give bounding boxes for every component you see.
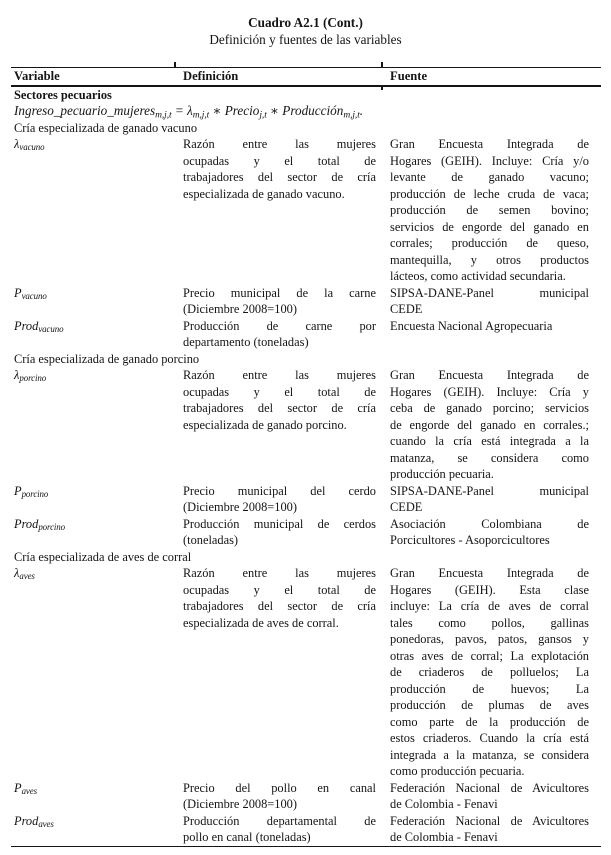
table-row [11,285,601,318]
definition-cell [174,565,381,780]
source-line: levante de ganado vacuno; [390,170,589,184]
definition-line: Precio del pollo en canal [183,780,376,795]
table-row [11,367,601,483]
definition-cell [174,813,381,847]
source-line: producción de huevos; La [390,681,589,696]
source-line: producción de plumas de aves [390,698,589,712]
source-line: estos criaderos. Cuando la cría está [390,731,589,745]
source-line: lácteos, como actividad secundaria. [390,269,566,283]
definition-line: especializada de ganado vacuno. [183,186,345,201]
definition-line: Razón entre las mujeres [183,137,376,151]
source-line: CEDE [390,302,423,316]
source-line: Asociación Colombiana de [390,516,589,531]
source-cell [381,318,601,351]
definition-line: Precio municipal del cerdo [183,483,376,498]
variable-name: $P_{porcino}$ [14,483,49,499]
source-cell [381,136,601,285]
definition-line: (Diciembre 2008=100) [183,797,297,811]
column-divider-tick [381,62,383,67]
definition-line: Producción municipal de cerdos [183,516,376,531]
source-cell [381,285,601,318]
table-row [11,103,601,120]
definition-line: (Diciembre 2008=100) [183,302,297,316]
table-row [11,780,601,813]
source-line: integrada a la matanza, se considera [390,747,589,762]
definition-line: (toneladas) [183,533,239,547]
source-cell [381,483,601,516]
table-row [11,120,601,137]
table-row [11,136,601,285]
source-cell [381,780,601,813]
definition-cell [174,367,381,483]
definition-cell [174,318,381,351]
table-row [11,565,601,780]
source-line: Federación Nacional de Avicultores [390,813,589,828]
source-line: Porcicultores - Asoporcicultores [390,533,550,547]
source-line: de criaderos de polluelos; La [390,665,589,679]
source-line: matanza, se considera como [390,450,589,465]
definition-line: Producción departamental de [183,813,376,828]
source-line: producción de semen bovino; [390,203,589,217]
source-line: como parte de la producción de [390,714,589,729]
table-body [11,86,601,847]
definition-line: ocupadas y el total de [183,153,376,168]
table-row [11,86,601,104]
definition-line: (Diciembre 2008=100) [183,500,297,514]
section-row-label: Cría especializada de aves de corral [14,549,192,564]
table-row [11,351,601,368]
column-divider-tick [174,62,176,67]
definition-cell [174,516,381,549]
definition-line: Precio municipal de la carne [183,285,376,300]
table-subtitle: Definición y fuentes de las variables [209,32,402,47]
table-row [11,549,601,566]
definition-line: trabajadores del sector de cría [183,170,376,184]
table-row [11,483,601,516]
source-line: otras aves de corral; La explotación [390,648,589,663]
source-line: de Colombia - Fenavi [390,797,498,811]
section-row-label: Cría especializada de ganado vacuno [14,120,198,135]
source-line: Gran Encuesta Integrada de [390,137,589,151]
definition-cell [174,483,381,516]
definition-cell [174,136,381,285]
source-line: tales como pollos, gallinas [390,615,589,630]
header-definicion: Definición [174,68,381,86]
header-fuente: Fuente [381,68,601,86]
definition-line: especializada de ganado porcino. [183,417,347,432]
variable-name: $P_{vacuno}$ [14,285,47,301]
source-line: producción pecuaria. [390,467,494,481]
variable-name: Prod$_{vacuno}$ [14,318,64,334]
definition-line: ocupadas y el total de [183,384,376,399]
source-line: SIPSA-DANE-Panel municipal [390,285,589,300]
variable-name: Prod$_{porcino}$ [14,516,66,532]
variable-name: $P_{aves}$ [14,780,38,796]
source-line: ponedoras, pavos, patos, gansos y [390,632,589,646]
income-formula: Ingreso_pecuario_mujeres$_{m,j,t}$ = $\lambda_{m,j,t}$ ∗ Precio$_{j,t}$ ∗ Producción$_{m,j,t}$. [14,103,364,121]
source-line: Hogares (GEIH). Incluye: Cría y [390,384,589,399]
source-line: cuando la cría está integrada a la [390,434,589,448]
source-line: corrales; producción de queso, [390,236,589,250]
source-line: Hogares (GEIH). Incluye: Cría y/o [390,153,589,168]
source-line: Encuesta Nacional Agropecuaria [390,318,553,333]
source-line: Federación Nacional de Avicultores [390,780,589,795]
definition-line: trabajadores del sector de cría [183,401,376,415]
variable-name: Prod$_{aves}$ [14,813,54,829]
table-row [11,813,601,847]
definitions-table [11,67,601,847]
header-variable: Variable [11,68,174,86]
source-line: ceba de ganado porcino; servicios [390,401,589,415]
table-row [11,516,601,549]
source-line: producción de leche cruda de vaca; [390,186,589,201]
source-cell [381,813,601,847]
variable-name: $\lambda_{vacuno}$ [14,137,45,153]
header-row [11,68,601,86]
definition-line: Razón entre las mujeres [183,368,376,382]
source-line: de Colombia - Fenavi [390,830,498,844]
source-line: SIPSA-DANE-Panel municipal [390,483,589,498]
definition-cell [174,780,381,813]
definition-line: especializada de aves de corral. [183,615,339,630]
source-line: servicios de engorde del ganado en [390,219,589,234]
variable-name: $\lambda_{aves}$ [14,566,35,582]
definition-cell [174,285,381,318]
source-line: mantequilla, y otros productos [390,252,589,267]
section-row-label: Sectores pecuarios [14,87,112,102]
source-cell [381,516,601,549]
source-line: CEDE [390,500,423,514]
definition-line: trabajadores del sector de cría [183,599,376,613]
variable-name: $\lambda_{porcino}$ [14,368,47,384]
column-divider-tick [381,87,383,90]
source-cell [381,367,601,483]
source-line: Hogares (GEIH). Esta clase [390,582,589,597]
definitions-table-wrap [11,67,601,847]
source-line: Gran Encuesta Integrada de [390,566,589,580]
section-row-label: Cría especializada de ganado porcino [14,351,200,366]
source-cell [381,565,601,780]
definition-line: ocupadas y el total de [183,582,376,597]
definition-line: pollo en canal (toneladas) [183,830,311,844]
definition-line: departamento (toneladas) [183,335,309,349]
table-row [11,318,601,351]
source-line: como producción pecuaria. [390,764,525,778]
source-line: Gran Encuesta Integrada de [390,368,589,382]
table-title: Cuadro A2.1 (Cont.) [248,15,363,30]
source-line: de engorde del ganado en corrales.; [390,417,589,432]
source-line: incluye: La cría de aves de corral [390,599,589,613]
definition-line: Producción de carne por [183,318,376,333]
definition-line: Razón entre las mujeres [183,566,376,580]
